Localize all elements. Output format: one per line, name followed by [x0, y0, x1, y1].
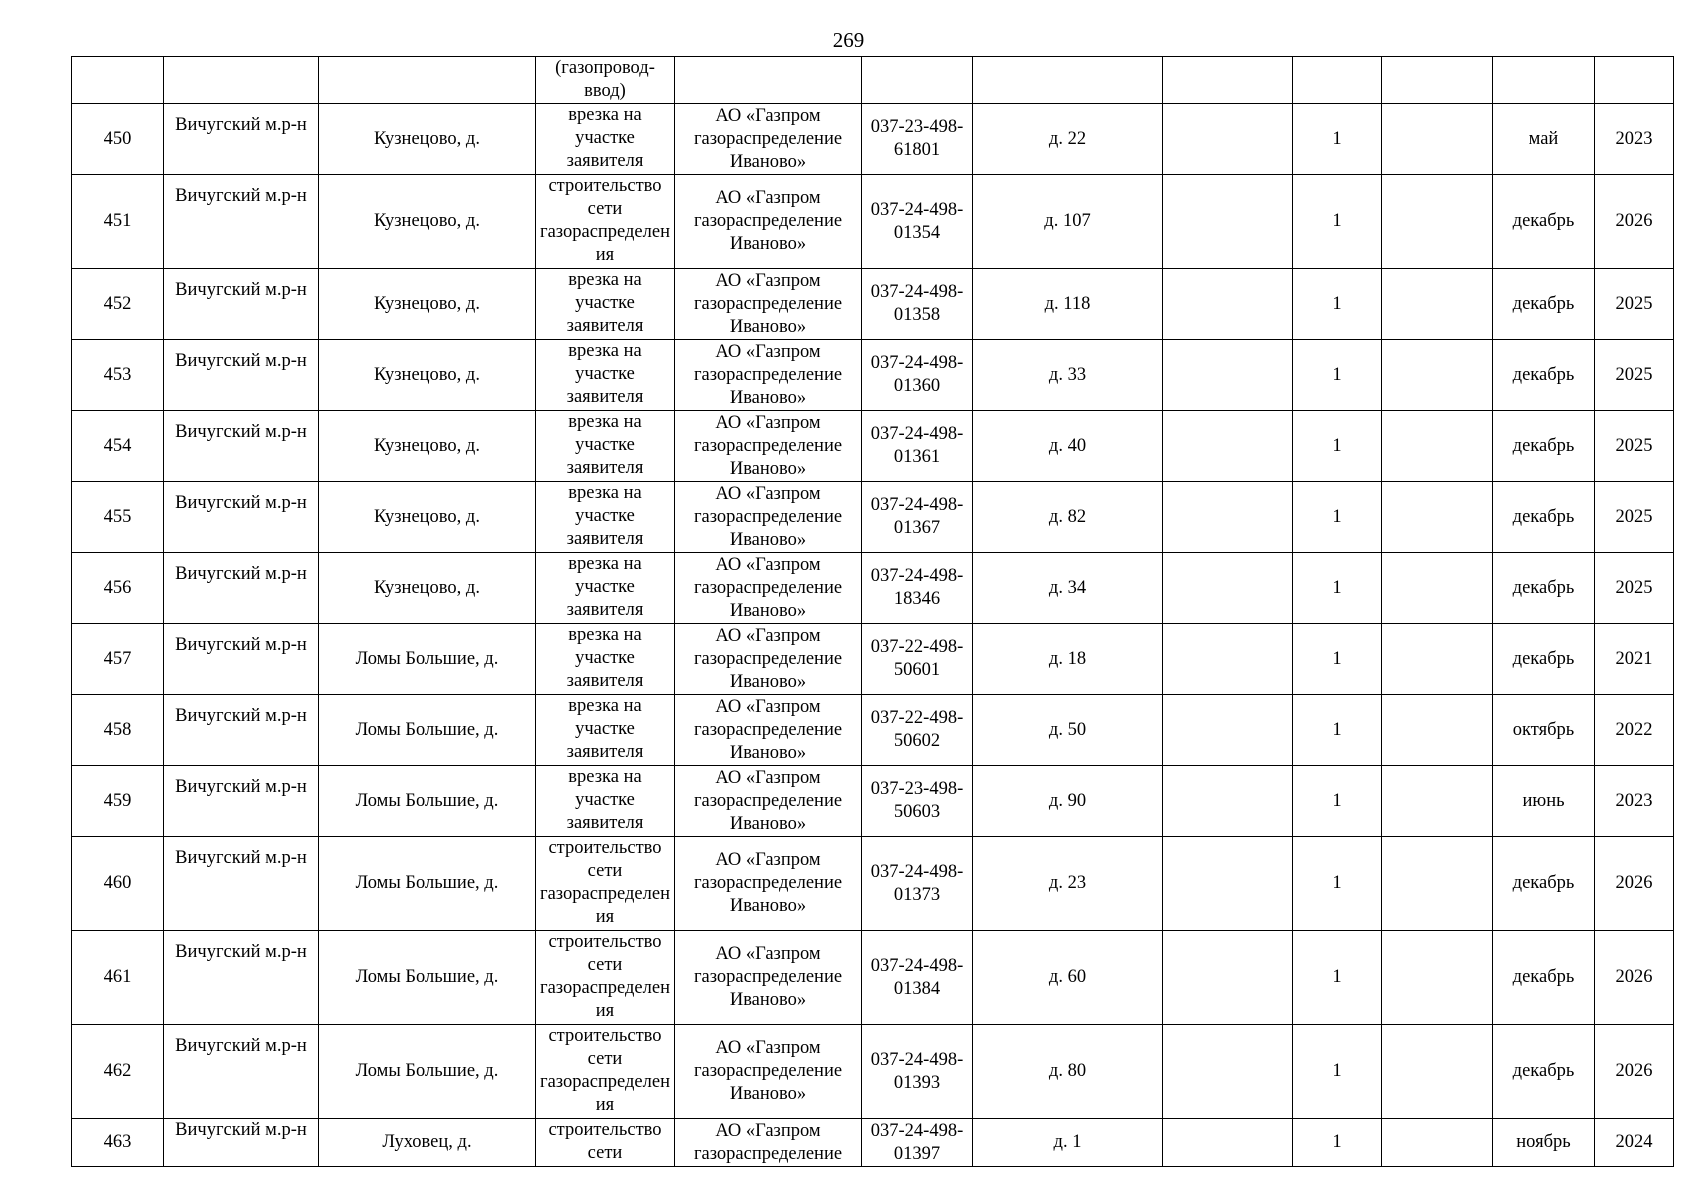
cell-locality: [319, 57, 536, 104]
cell-district: Вичугский м.р-н: [164, 766, 319, 837]
cell-col10: [1382, 695, 1493, 766]
cadastral-number: 037-24-498-01358: [870, 282, 964, 325]
cell-type: врезка на участке заявителя: [536, 624, 675, 695]
cell-count: 1: [1293, 104, 1382, 175]
cell-org: АО «Газпром газораспределение Иваново»: [675, 695, 862, 766]
cell-district: Вичугский м.р-н: [164, 269, 319, 340]
cell-address: д. 80: [973, 1025, 1163, 1119]
cell-col8: [1163, 837, 1293, 931]
cell-year: 2025: [1595, 269, 1674, 340]
cell-district: Вичугский м.р-н: [164, 931, 319, 1025]
cell-count: 1: [1293, 837, 1382, 931]
cell-no: [72, 57, 164, 104]
cell-address: д. 40: [973, 411, 1163, 482]
cell-month: декабрь: [1493, 931, 1595, 1025]
cell-no: 462: [72, 1025, 164, 1119]
cell-col8: [1163, 104, 1293, 175]
cell-year: 2026: [1595, 837, 1674, 931]
cell-address: д. 22: [973, 104, 1163, 175]
cadastral-number: 037-24-498-01354: [870, 199, 964, 243]
cell-district: Вичугский м.р-н: [164, 340, 319, 411]
cell-address: д. 60: [973, 931, 1163, 1025]
cell-no: 457: [72, 624, 164, 695]
cell-district: Вичугский м.р-н: [164, 411, 319, 482]
cell-no: 451: [72, 175, 164, 269]
cell-cadastral: [862, 931, 973, 1025]
cell-district: Вичугский м.р-н: [164, 104, 319, 175]
cell-col10: [1382, 553, 1493, 624]
cell-locality: Ломы Большие, д.: [319, 695, 536, 766]
cell-locality: Кузнецово, д.: [319, 104, 536, 175]
cell-district: Вичугский м.р-н: [164, 553, 319, 624]
cell-count: 1: [1293, 695, 1382, 766]
table-row: [72, 1119, 1674, 1167]
cell-type: [536, 1119, 675, 1167]
cell-no: 450: [72, 104, 164, 175]
cell-count: 1: [1293, 269, 1382, 340]
cadastral-number: 037-24-498-18346: [870, 566, 964, 609]
cell-org: АО «Газпром газораспределение Иваново»: [675, 766, 862, 837]
cadastral-number: 037-22-498-50601: [870, 637, 964, 680]
cell-col8: [1163, 482, 1293, 553]
table-row: [72, 411, 1674, 482]
cell-col8: [1163, 695, 1293, 766]
cell-col10: [1382, 411, 1493, 482]
gasification-table: [71, 56, 1674, 1167]
cell-org: АО «Газпром газораспределение Иваново»: [675, 931, 862, 1025]
cell-month: июнь: [1493, 766, 1595, 837]
cell-cadastral: [862, 624, 973, 695]
cell-cadastral: [862, 482, 973, 553]
cell-type: врезка на участке заявителя: [536, 695, 675, 766]
cell-col10: [1382, 340, 1493, 411]
cell-month: декабрь: [1493, 1025, 1595, 1119]
cell-no: 460: [72, 837, 164, 931]
cell-type: врезка на участке заявителя: [536, 482, 675, 553]
table-row: [72, 269, 1674, 340]
cell-col8: [1163, 175, 1293, 269]
cell-address: д. 33: [973, 340, 1163, 411]
cadastral-number: 037-24-498-01373: [870, 861, 964, 905]
cell-cadastral: [862, 104, 973, 175]
cell-col8: [1163, 57, 1293, 104]
cell-org: АО «Газпром газораспределение Иваново»: [675, 837, 862, 931]
cell-col10: [1382, 269, 1493, 340]
cell-col10: [1382, 482, 1493, 553]
cell-type: строительство сети газораспределения: [536, 1025, 675, 1119]
cell-col10: [1382, 57, 1493, 104]
cell-org: АО «Газпром газораспределение Иваново»: [675, 175, 862, 269]
cell-district: Вичугский м.р-н: [164, 482, 319, 553]
cell-address: д. 34: [973, 553, 1163, 624]
table-row: [72, 553, 1674, 624]
cell-no: 463: [72, 1119, 164, 1167]
cell-type: врезка на участке заявителя: [536, 340, 675, 411]
cell-col8: [1163, 411, 1293, 482]
table-row: [72, 837, 1674, 931]
cell-month: ноябрь: [1493, 1119, 1595, 1167]
cell-cadastral: [862, 1119, 973, 1167]
cell-no: 461: [72, 931, 164, 1025]
table-row: [72, 624, 1674, 695]
cell-org: [675, 57, 862, 104]
cell-locality: Ломы Большие, д.: [319, 931, 536, 1025]
cell-col8: [1163, 553, 1293, 624]
cell-year: 2026: [1595, 931, 1674, 1025]
cell-month: декабрь: [1493, 269, 1595, 340]
cell-col10: [1382, 1119, 1493, 1167]
table-row: [72, 931, 1674, 1025]
cell-col10: [1382, 104, 1493, 175]
connection-type: строительство сети: [548, 1120, 662, 1163]
cell-cadastral: [862, 837, 973, 931]
cell-col8: [1163, 624, 1293, 695]
cell-locality: Луховец, д.: [319, 1119, 536, 1167]
cell-address: д. 118: [973, 269, 1163, 340]
cell-year: 2026: [1595, 1025, 1674, 1119]
table-row: [72, 175, 1674, 269]
cell-type: (газопровод-ввод): [536, 57, 675, 104]
cell-year: 2025: [1595, 482, 1674, 553]
cell-month: декабрь: [1493, 411, 1595, 482]
cell-count: 1: [1293, 340, 1382, 411]
cell-no: 455: [72, 482, 164, 553]
cell-address: д. 90: [973, 766, 1163, 837]
table-row: [72, 482, 1674, 553]
cell-cadastral: [862, 269, 973, 340]
cell-district: Вичугский м.р-н: [164, 837, 319, 931]
cell-locality: Кузнецово, д.: [319, 269, 536, 340]
cell-year: 2023: [1595, 766, 1674, 837]
cell-locality: Кузнецово, д.: [319, 553, 536, 624]
cell-month: декабрь: [1493, 553, 1595, 624]
cell-col8: [1163, 269, 1293, 340]
cell-cadastral: [862, 766, 973, 837]
cell-month: май: [1493, 104, 1595, 175]
cadastral-number: 037-24-498-01360: [870, 353, 964, 396]
cell-locality: Кузнецово, д.: [319, 340, 536, 411]
cell-col8: [1163, 340, 1293, 411]
cell-col10: [1382, 1025, 1493, 1119]
table-row: [72, 340, 1674, 411]
cadastral-number: 037-22-498-50602: [870, 708, 964, 751]
cell-year: 2025: [1595, 340, 1674, 411]
cell-org: АО «Газпром газораспределение Иваново»: [675, 411, 862, 482]
cell-address: д. 107: [973, 175, 1163, 269]
cadastral-number: 037-23-498-50603: [870, 779, 964, 822]
cell-org: АО «Газпром газораспределение: [675, 1119, 862, 1167]
cell-col8: [1163, 766, 1293, 837]
page-number: 269: [832, 28, 865, 52]
cell-col8: [1163, 1025, 1293, 1119]
cell-type: строительство сети газораспределения: [536, 837, 675, 931]
cell-count: 1: [1293, 1025, 1382, 1119]
cadastral-number: 037-24-498-01397: [870, 1120, 964, 1164]
cadastral-number: 037-24-498-01361: [870, 424, 964, 467]
cadastral-number: 037-24-498-01384: [870, 955, 964, 999]
cell-no: 459: [72, 766, 164, 837]
table-body: [72, 57, 1674, 1167]
continuation-row: [72, 57, 1674, 104]
cell-month: октябрь: [1493, 695, 1595, 766]
cell-district: Вичугский м.р-н: [164, 175, 319, 269]
cell-count: 1: [1293, 931, 1382, 1025]
cell-col10: [1382, 175, 1493, 269]
cell-count: 1: [1293, 175, 1382, 269]
cell-cadastral: [862, 175, 973, 269]
cell-month: декабрь: [1493, 624, 1595, 695]
cell-col10: [1382, 766, 1493, 837]
cell-year: 2025: [1595, 553, 1674, 624]
cell-count: 1: [1293, 1119, 1382, 1167]
cell-address: д. 82: [973, 482, 1163, 553]
cell-no: 453: [72, 340, 164, 411]
cell-org: АО «Газпром газораспределение Иваново»: [675, 624, 862, 695]
cell-year: 2025: [1595, 411, 1674, 482]
cell-month: [1493, 57, 1595, 104]
cell-count: 1: [1293, 766, 1382, 837]
cell-cadastral: [862, 695, 973, 766]
cell-address: [973, 57, 1163, 104]
cell-type: врезка на участке заявителя: [536, 766, 675, 837]
cell-month: декабрь: [1493, 340, 1595, 411]
cell-district: Вичугский м.р-н: [164, 695, 319, 766]
cell-locality: Ломы Большие, д.: [319, 837, 536, 931]
cell-org: АО «Газпром газораспределение Иваново»: [675, 1025, 862, 1119]
cell-col10: [1382, 837, 1493, 931]
cell-address: д. 18: [973, 624, 1163, 695]
cell-locality: Кузнецово, д.: [319, 175, 536, 269]
cell-address: д. 1: [973, 1119, 1163, 1167]
cell-type: врезка на участке заявителя: [536, 411, 675, 482]
cell-cadastral: [862, 57, 973, 104]
table-row: [72, 104, 1674, 175]
cell-locality: Ломы Большие, д.: [319, 1025, 536, 1119]
cell-year: 2026: [1595, 175, 1674, 269]
table-row: [72, 1025, 1674, 1119]
cell-no: 454: [72, 411, 164, 482]
cell-cadastral: [862, 411, 973, 482]
cell-type: врезка на участке заявителя: [536, 269, 675, 340]
cell-cadastral: [862, 553, 973, 624]
cadastral-number: 037-23-498-61801: [870, 117, 964, 160]
cell-org: АО «Газпром газораспределение Иваново»: [675, 482, 862, 553]
cell-col10: [1382, 931, 1493, 1025]
cell-type: строительство сети газораспределения: [536, 175, 675, 269]
cell-no: 452: [72, 269, 164, 340]
cell-count: 1: [1293, 482, 1382, 553]
cell-org: АО «Газпром газораспределение Иваново»: [675, 104, 862, 175]
cell-district: Вичугский м.р-н: [164, 1025, 319, 1119]
cadastral-number: 037-24-498-01367: [870, 495, 964, 538]
cell-year: 2024: [1595, 1119, 1674, 1167]
cell-org: АО «Газпром газораспределение Иваново»: [675, 269, 862, 340]
cell-count: [1293, 57, 1382, 104]
cell-address: д. 23: [973, 837, 1163, 931]
cell-type: врезка на участке заявителя: [536, 553, 675, 624]
cell-type: строительство сети газораспределения: [536, 931, 675, 1025]
cell-col8: [1163, 1119, 1293, 1167]
table-row: [72, 695, 1674, 766]
cell-district: Вичугский м.р-н: [164, 624, 319, 695]
cell-cadastral: [862, 1025, 973, 1119]
cell-locality: Кузнецово, д.: [319, 411, 536, 482]
table-row: [72, 766, 1674, 837]
cell-locality: Кузнецово, д.: [319, 482, 536, 553]
cell-district: Вичугский м.р-н: [164, 1119, 319, 1167]
cell-address: д. 50: [973, 695, 1163, 766]
cell-locality: Ломы Большие, д.: [319, 624, 536, 695]
cell-type: врезка на участке заявителя: [536, 104, 675, 175]
cell-month: декабрь: [1493, 837, 1595, 931]
cell-count: 1: [1293, 624, 1382, 695]
cell-cadastral: [862, 340, 973, 411]
cell-district: [164, 57, 319, 104]
cell-org: АО «Газпром газораспределение Иваново»: [675, 553, 862, 624]
cell-month: декабрь: [1493, 175, 1595, 269]
cadastral-number: 037-24-498-01393: [870, 1049, 964, 1093]
cell-year: [1595, 57, 1674, 104]
cell-org: АО «Газпром газораспределение Иваново»: [675, 340, 862, 411]
cell-count: 1: [1293, 553, 1382, 624]
cell-col10: [1382, 624, 1493, 695]
cell-year: 2022: [1595, 695, 1674, 766]
cell-month: декабрь: [1493, 482, 1595, 553]
cell-locality: Ломы Большие, д.: [319, 766, 536, 837]
cell-count: 1: [1293, 411, 1382, 482]
cell-no: 458: [72, 695, 164, 766]
cell-col8: [1163, 931, 1293, 1025]
cell-year: 2021: [1595, 624, 1674, 695]
cell-no: 456: [72, 553, 164, 624]
cell-year: 2023: [1595, 104, 1674, 175]
